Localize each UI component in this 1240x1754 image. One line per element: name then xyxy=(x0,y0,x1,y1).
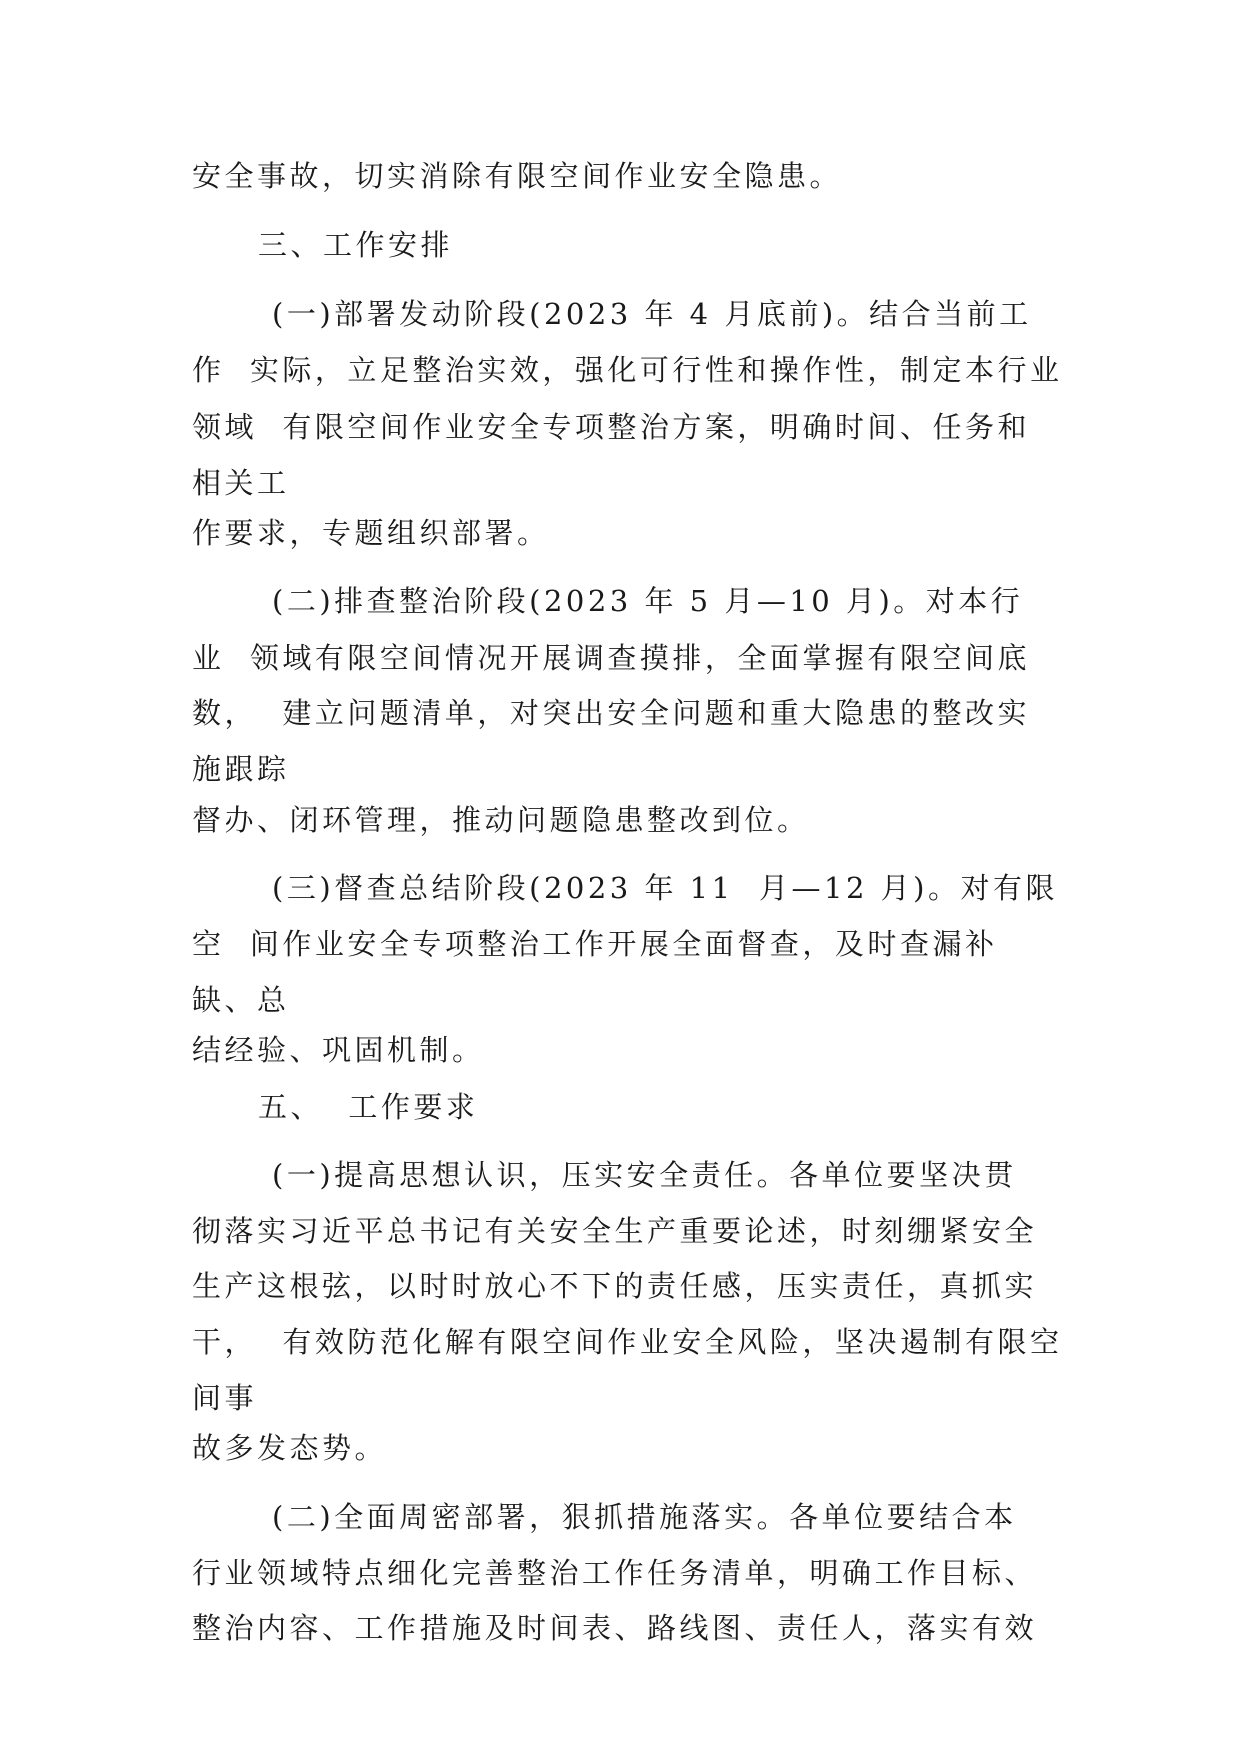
paragraph-start: (二)排查整治阶段(2023 年 5 月—10 月)。对本行 xyxy=(272,584,1024,618)
text-line: 生产这根弦，以时时放心不下的责任感，压实责任，真抓实 xyxy=(192,1269,1038,1303)
text-line: 作 实际，立足整治实效，强化可行性和操作性，制定本行业 xyxy=(192,353,1063,387)
text-line: 施跟踪 xyxy=(192,752,290,786)
paragraph-start: (三)督查总结阶段(2023 年 11 月—12 月)。对有限 xyxy=(272,871,1058,905)
text-line: 缺、总 xyxy=(192,983,290,1017)
paragraph-start: (一)部署发动阶段(2023 年 4 月底前)。结合当前工 xyxy=(272,297,1032,331)
text-line: 行业领域特点细化完善整治工作任务清单，明确工作目标、 xyxy=(192,1556,1038,1590)
section-heading: 三、工作安排 xyxy=(258,228,454,262)
text-line: 领域 有限空间作业安全专项整治方案，明确时间、任务和 xyxy=(192,410,1030,444)
text-line: 安全事故，切实消除有限空间作业安全隐患。 xyxy=(192,159,843,193)
text-line: 结经验、巩固机制。 xyxy=(192,1033,485,1067)
text-line: 业 领域有限空间情况开展调查摸排，全面掌握有限空间底 xyxy=(192,641,1030,675)
text-line: 整治内容、工作措施及时间表、路线图、责任人，落实有效 xyxy=(192,1611,1038,1645)
text-line: 间事 xyxy=(192,1381,258,1415)
paragraph-start: (一)提高思想认识，压实安全责任。各单位要坚决贯 xyxy=(272,1158,1017,1192)
text-line: 彻落实习近平总书记有关安全生产重要论述，时刻绷紧安全 xyxy=(192,1214,1038,1248)
text-line: 空 间作业安全专项整治工作开展全面督查，及时查漏补 xyxy=(192,927,998,961)
paragraph-start: (二)全面周密部署，狠抓措施落实。各单位要结合本 xyxy=(272,1500,1017,1534)
text-line: 相关工 xyxy=(192,466,290,500)
text-line: 数， 建立问题清单，对突出安全问题和重大隐患的整改实 xyxy=(192,696,1030,730)
text-line: 作要求，专题组织部署。 xyxy=(192,516,550,550)
section-heading: 五、 工作要求 xyxy=(258,1090,479,1124)
text-line: 干， 有效防范化解有限空间作业安全风险，坚决遏制有限空 xyxy=(192,1325,1063,1359)
text-line: 故多发态势。 xyxy=(192,1431,388,1465)
text-line: 督办、闭环管理，推动问题隐患整改到位。 xyxy=(192,803,810,837)
